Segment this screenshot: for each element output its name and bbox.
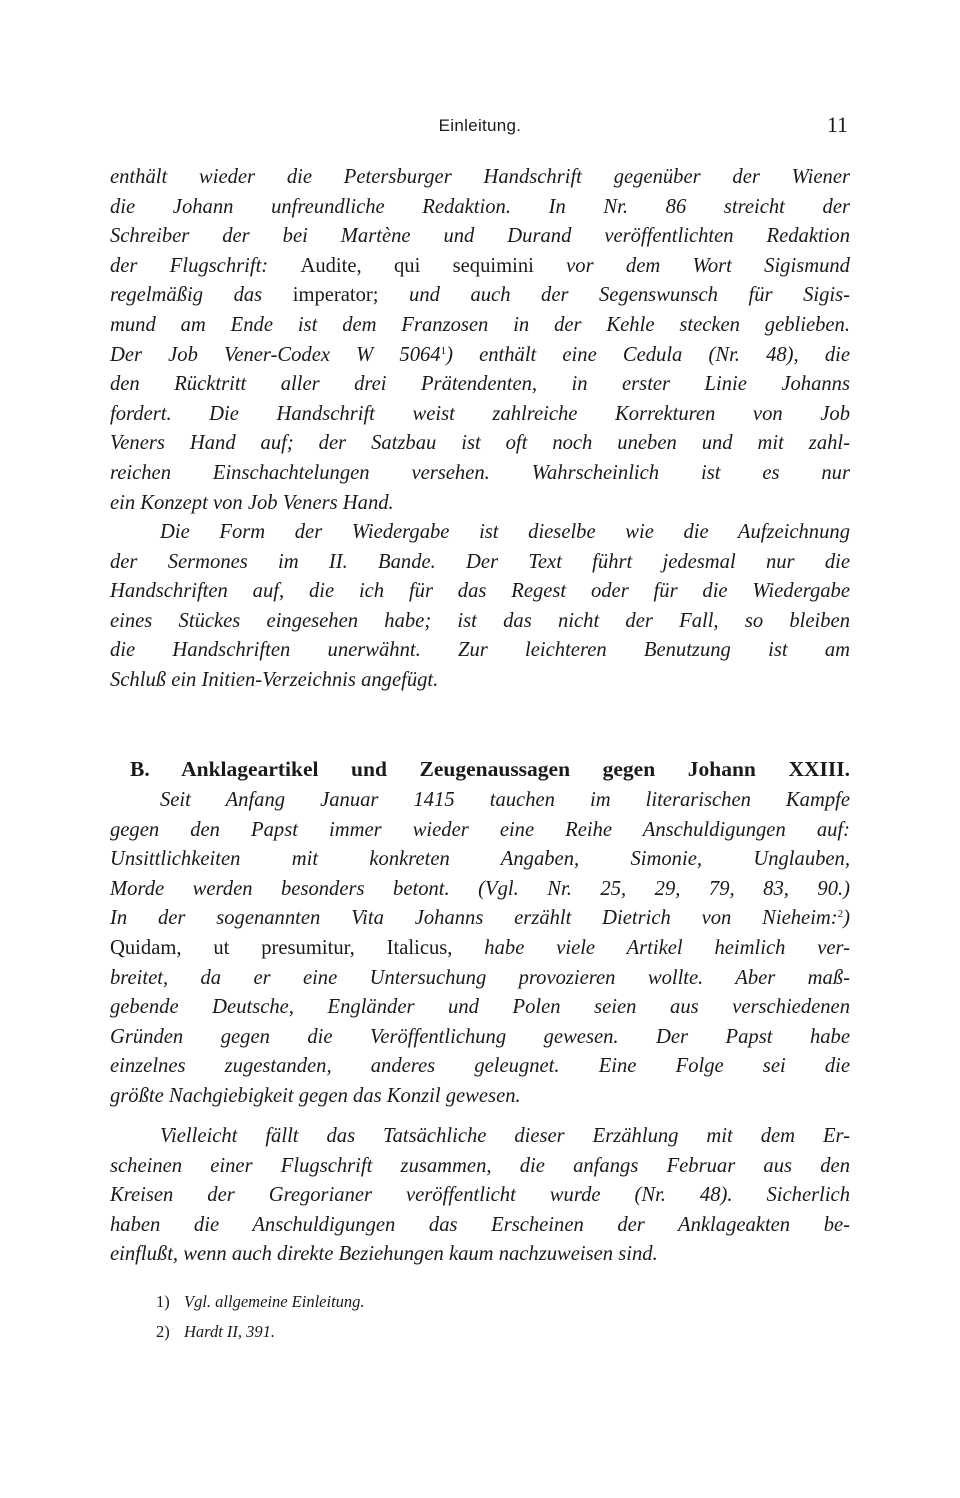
running-title: Einleitung. <box>438 116 522 135</box>
text-line <box>110 577 850 606</box>
text-line <box>110 252 850 281</box>
text-run: Veners Hand auf; der Satzbau ist oft noch uneben und mit zahl- <box>110 432 850 455</box>
text-run: Der Job Vener-Codex W 5064 <box>110 343 441 366</box>
text-run: fordert. Die Handschrift weist zahlreiche Korrekturen von Job <box>110 402 850 425</box>
text-run: Morde werden besonders betont. (Vgl. Nr. 25, 29, 79, 83, 90.) <box>110 877 850 900</box>
text-run: reichen Einschachtelungen versehen. Wahrscheinlich ist es nur <box>110 462 850 484</box>
text-line <box>110 281 850 310</box>
text-line <box>110 193 850 222</box>
text-run: In der sogenannten Vita Johanns erzählt Dietrich von Nieheim: <box>110 907 838 930</box>
text-run: eines Stückes eingesehen habe; ist das nicht der Fall, so bleiben <box>110 609 850 632</box>
text-line <box>110 1082 850 1111</box>
text-run: Gründen gegen die Veröffentlichung gewesen. Der Papst habe <box>110 1025 850 1048</box>
text-line <box>110 1023 850 1052</box>
footnote-mark: 1) <box>156 1292 170 1311</box>
text-line <box>160 518 850 547</box>
text-run: Quidam, ut presumitur, Italicus, <box>110 937 453 959</box>
text-run: größte Nachgiebigkeit gegen das Konzil gewesen. <box>110 1085 521 1107</box>
text-run: Unsittlichkeiten mit konkreten Angaben, Simonie, Unglauben, <box>110 848 850 871</box>
text-run: der Sermones im II. Bande. Der Text führt jedesmal nur die <box>110 550 850 573</box>
text-line <box>110 429 850 458</box>
text-run: enthält wieder die Petersburger Handschrift gegenüber der Wiener <box>110 166 850 188</box>
text-line <box>110 1240 850 1269</box>
text-line <box>110 222 850 251</box>
text-line <box>110 904 850 933</box>
text-line <box>110 1181 850 1210</box>
text-run: die Johann unfreundliche Redaktion. In Nr. 86 streicht der <box>110 195 850 218</box>
footnote-text: Vgl. allgemeine Einleitung. <box>184 1292 365 1311</box>
text-run: der Flugschrift: <box>110 254 301 277</box>
footnote-reference: 2 <box>837 908 844 921</box>
text-run: Schluß ein Initien-Verzeichnis angefügt. <box>110 669 439 691</box>
text-line <box>110 163 850 192</box>
text-run: Audite, qui sequimini <box>300 254 534 277</box>
text-line <box>110 934 850 963</box>
text-run: gegen den Papst immer wieder eine Reihe Anschuldigungen auf: <box>110 818 850 841</box>
text-run: vor dem Wort Sigismund <box>533 254 850 277</box>
text-run: ) enthält eine Cedula (Nr. 48), die <box>446 343 850 366</box>
footnote <box>156 1319 275 1345</box>
text-run: breitet, da er eine Untersuchung provozieren wollte. Aber maß- <box>110 966 850 989</box>
text-line <box>110 875 850 904</box>
footnote-mark: 2) <box>156 1322 170 1341</box>
text-line <box>110 1211 850 1240</box>
text-run: Schreiber der bei Martène und Durand veröffentlichten Redaktion <box>110 225 850 248</box>
text-line <box>160 786 850 815</box>
footnote-reference: 1 <box>440 344 447 357</box>
text-run: die Handschriften unerwähnt. Zur leichteren Benutzung ist am <box>110 639 850 662</box>
text-run: Seit Anfang Januar 1415 tauchen im literarischen Kampfe <box>160 789 850 811</box>
text-line <box>110 489 850 518</box>
text-line <box>110 400 850 429</box>
section-heading: B. Anklageartikel und Zeugenaussagen gegen Johann XXIII. <box>130 757 850 781</box>
text-run: mund am Ende ist dem Franzosen in der Kehle stecken geblieben. <box>110 314 850 336</box>
text-line <box>110 845 850 874</box>
text-line <box>110 666 850 695</box>
page-number: 11 <box>826 112 848 137</box>
text-line <box>110 993 850 1022</box>
text-run: imperator; <box>292 284 379 307</box>
text-run: ) <box>843 907 850 930</box>
text-line <box>110 341 850 370</box>
text-run: haben die Anschuldigungen das Erscheinen der Anklageakten be- <box>110 1213 850 1236</box>
text-line <box>110 311 850 340</box>
footnote <box>156 1289 365 1315</box>
text-run: und auch der Segenswunsch für Sigis- <box>378 284 850 307</box>
text-run: einflußt, wenn auch direkte Beziehungen kaum nachzuweisen sind. <box>110 1243 658 1266</box>
text-line <box>110 370 850 399</box>
text-run: habe viele Artikel heimlich ver- <box>452 937 850 959</box>
text-line <box>110 1152 850 1181</box>
text-line <box>110 964 850 993</box>
text-run: einzelnes zugestanden, anderes geleugnet. Eine Folge sei die <box>110 1055 850 1078</box>
text-line <box>110 816 850 845</box>
text-run: regelmäßig das <box>110 284 293 307</box>
text-run: gebende Deutsche, Engländer und Polen seien aus verschiedenen <box>110 996 850 1019</box>
footnote-text: Hardt II, 391. <box>184 1322 276 1341</box>
text-line <box>110 636 850 665</box>
text-run: Vielleicht fällt das Tatsächliche dieser Erzählung mit dem Er- <box>160 1125 850 1147</box>
text-line <box>110 548 850 577</box>
text-run: Handschriften auf, die ich für das Regest oder für die Wiedergabe <box>110 580 850 603</box>
text-line <box>110 1052 850 1081</box>
text-line <box>160 1122 850 1151</box>
text-run: Kreisen der Gregorianer veröffentlicht wurde (Nr. 48). Sicherlich <box>110 1184 850 1207</box>
text-run: Die Form der Wiedergabe ist dieselbe wie die Aufzeichnung <box>160 521 850 543</box>
running-head <box>110 112 850 142</box>
text-line <box>110 607 850 636</box>
text-run: ein Konzept von Job Veners Hand. <box>110 491 394 514</box>
text-run: den Rücktritt aller drei Prätendenten, in erster Linie Johanns <box>110 373 850 396</box>
text-run: scheinen einer Flugschrift zusammen, die anfangs Februar aus den <box>110 1154 850 1177</box>
text-line <box>110 459 850 488</box>
